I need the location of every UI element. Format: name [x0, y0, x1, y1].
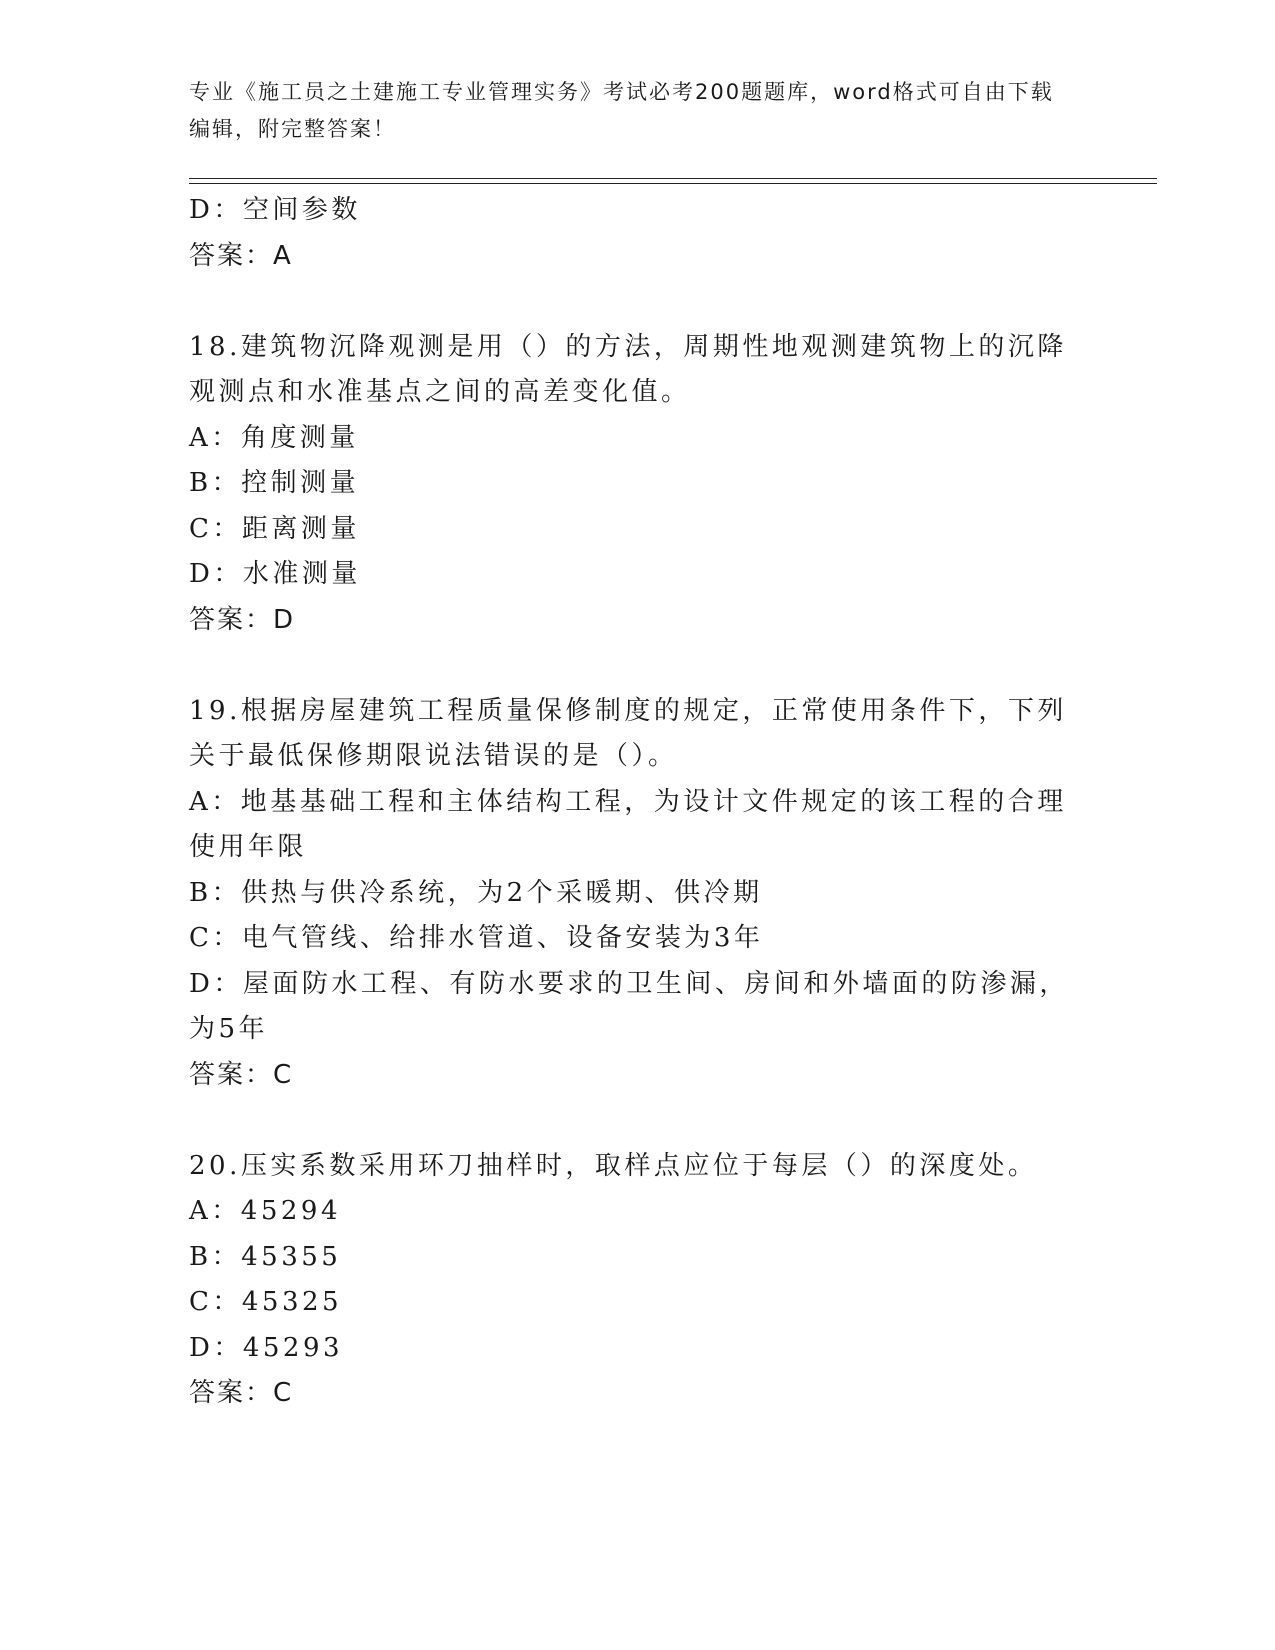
option-a: A：地基基础工程和主体结构工程，为设计文件规定的该工程的合理使用年限 — [189, 786, 1067, 862]
option-c: C：45325 — [189, 1287, 343, 1317]
question-stem: 20.压实系数采用环刀抽样时，取样点应位于每层（）的深度处。 — [189, 1150, 1038, 1181]
option-a: A：角度测量 — [189, 422, 359, 453]
answer: 答案：D — [189, 604, 296, 635]
option-b: B：供热与供冷系统，为2个采暖期、供冷期 — [189, 877, 763, 908]
answer: 答案：C — [189, 1378, 294, 1408]
option-b: B：45355 — [189, 1241, 342, 1272]
question-stem: 19.根据房屋建筑工程质量保修制度的规定，正常使用条件下，下列关于最低保修期限说法错误的是（）。 — [189, 695, 1067, 771]
option-d: D：水准测量 — [189, 559, 361, 589]
question-19 — [189, 689, 1069, 1099]
previous-question-answer: 答案：A — [189, 240, 293, 271]
option-d: D：屋面防水工程、有防水要求的卫生间、房间和外墙面的防渗漏，为5年 — [189, 968, 1069, 1044]
option-c: C：距离测量 — [189, 513, 360, 544]
header-rule-top — [189, 178, 1157, 179]
question-content — [189, 188, 1069, 1417]
spacer — [189, 279, 1069, 325]
document-header: 专业《施工员之土建施工专业管理实务》考试必考200题题库，word格式可自由下载编辑，附完整答案！ — [189, 80, 1054, 141]
question-stem: 18.建筑物沉降观测是用（）的方法，周期性地观测建筑物上的沉降观测点和水准基点之间的高差变化值。 — [189, 331, 1067, 407]
header-rule-bottom — [189, 183, 1157, 184]
answer: 答案：C — [189, 1059, 294, 1090]
spacer — [189, 643, 1069, 689]
option-d: D：45293 — [189, 1332, 344, 1363]
question-18 — [189, 325, 1069, 644]
option-a: A：45294 — [189, 1196, 341, 1226]
option-b: B：控制测量 — [189, 468, 360, 498]
question-20 — [189, 1144, 1069, 1417]
spacer — [189, 1098, 1069, 1144]
option-c: C：电气管线、给排水管道、设备安装为3年 — [189, 923, 764, 953]
previous-question-option-d: D：空间参数 — [189, 195, 361, 225]
